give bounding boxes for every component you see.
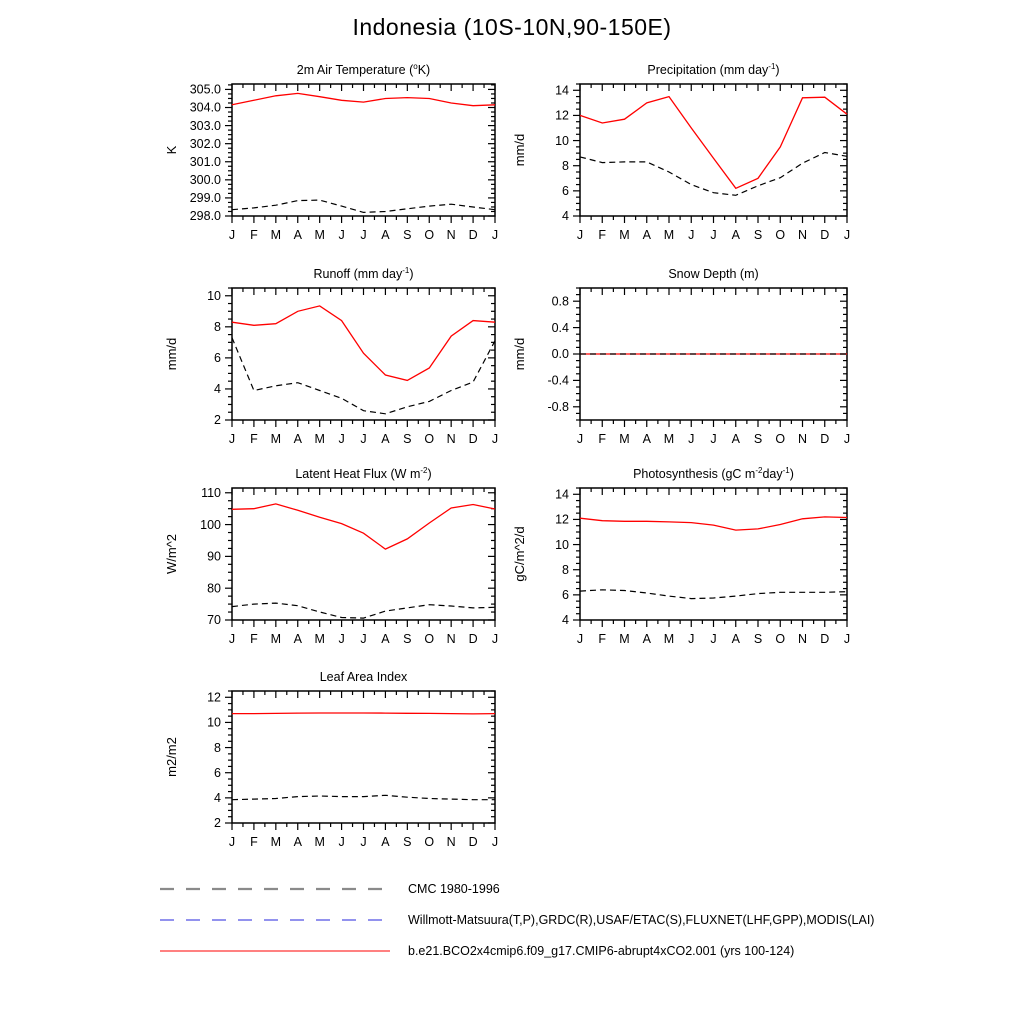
y-tick-label: 90	[207, 549, 221, 564]
y-tick-label: 0.4	[551, 320, 569, 335]
x-tick-label: S	[753, 228, 763, 242]
x-tick-label: O	[424, 432, 435, 446]
legend-line-model-run-icon	[160, 944, 390, 958]
legend-label-observations: Willmott-Matsuura(T,P),GRDC(R),USAF/ETAC(S),FLUXNET(LHF,GPP),MODIS(LAI)	[408, 913, 875, 927]
y-axis	[555, 487, 847, 627]
legend-line-observations-icon	[160, 913, 390, 927]
x-tick-label: M	[314, 228, 325, 242]
y-tick-label: 4	[214, 382, 221, 397]
x-tick-label: M	[663, 632, 675, 646]
x-tick-label: M	[663, 432, 675, 446]
x-tick-label: F	[598, 228, 607, 242]
x-tick-label: F	[250, 632, 258, 646]
model-line	[232, 306, 495, 381]
x-axis	[229, 288, 498, 446]
series	[580, 97, 847, 196]
y-axis	[207, 690, 495, 830]
y-tick-label: 298.0	[189, 209, 221, 224]
x-tick-label: M	[314, 432, 325, 446]
y-tick-label: 14	[555, 83, 569, 98]
x-tick-label: D	[468, 228, 478, 242]
x-tick-label: S	[403, 228, 412, 242]
x-tick-label: N	[446, 228, 456, 242]
x-tick-label: A	[293, 835, 302, 849]
x-tick-label: J	[576, 632, 584, 646]
y-axis-label: mm/d	[164, 337, 179, 371]
x-tick-label: J	[491, 835, 499, 849]
y-tick-label: 8	[562, 158, 569, 173]
y-tick-label: -0.4	[547, 373, 569, 388]
x-tick-label: M	[663, 228, 675, 242]
x-tick-label: A	[293, 632, 302, 646]
y-tick-label: 0.0	[551, 347, 569, 362]
series	[232, 504, 495, 618]
x-tick-label: O	[775, 632, 786, 646]
y-tick-label: 301.0	[189, 154, 221, 169]
x-tick-label: O	[775, 228, 786, 242]
x-tick-label: N	[446, 835, 456, 849]
y-tick-label: 2	[214, 413, 221, 428]
y-tick-label: 303.0	[189, 118, 221, 133]
plot-frame	[580, 488, 847, 620]
x-tick-label: A	[293, 228, 302, 242]
chart-title-snow-depth: Snow Depth (m)	[668, 267, 759, 281]
y-tick-label: 100	[200, 517, 221, 532]
y-tick-label: 12	[207, 690, 221, 705]
legend-item-observations	[160, 913, 874, 927]
y-tick-label: 80	[207, 581, 221, 596]
x-tick-label: A	[731, 632, 740, 646]
x-tick-label: O	[424, 835, 435, 849]
chart-svg-snow-depth	[485, 262, 869, 462]
x-tick-label: D	[468, 835, 478, 849]
x-tick-label: S	[403, 632, 412, 646]
x-tick-label: J	[688, 432, 695, 446]
model-line	[232, 93, 495, 105]
x-tick-label: D	[820, 632, 830, 646]
legend-line-cmc-icon	[160, 882, 390, 896]
x-tick-label: A	[293, 432, 302, 446]
chart-leaf-area-index	[137, 665, 517, 865]
x-axis	[577, 488, 850, 646]
chart-svg-air-temperature	[137, 58, 517, 258]
series	[232, 93, 495, 212]
y-tick-label: 110	[201, 485, 221, 500]
x-tick-label: J	[338, 632, 345, 646]
y-tick-label: 10	[207, 288, 221, 303]
x-tick-label: F	[598, 432, 607, 446]
y-tick-label: 0.8	[551, 294, 569, 309]
y-tick-label: 305.0	[189, 82, 221, 97]
x-tick-label: J	[491, 228, 499, 242]
x-tick-label: M	[619, 432, 630, 446]
x-tick-label: J	[228, 432, 236, 446]
observation-line	[232, 200, 495, 212]
x-axis	[229, 691, 498, 849]
y-tick-label: 2	[214, 816, 221, 831]
x-tick-label: J	[710, 432, 717, 446]
y-tick-label: 4	[214, 791, 221, 806]
y-tick-label: 14	[555, 487, 569, 502]
x-tick-label: M	[314, 632, 325, 646]
y-tick-label: 300.0	[189, 173, 221, 188]
x-tick-label: S	[753, 632, 763, 646]
x-tick-label: J	[338, 432, 345, 446]
x-tick-label: J	[688, 228, 695, 242]
x-tick-label: M	[270, 432, 282, 446]
legend-item-cmc	[160, 882, 500, 896]
y-axis	[555, 83, 847, 223]
x-tick-label: J	[338, 835, 345, 849]
x-tick-label: J	[360, 432, 367, 446]
series	[232, 713, 495, 800]
y-tick-label: 302.0	[189, 136, 221, 151]
x-tick-label: J	[491, 632, 499, 646]
x-axis	[229, 488, 498, 646]
legend-label-cmc: CMC 1980-1996	[408, 882, 500, 896]
y-tick-label: 6	[214, 351, 221, 366]
x-tick-label: J	[576, 432, 584, 446]
y-axis-label: gC/m^2/d	[512, 526, 527, 582]
x-tick-label: J	[228, 835, 236, 849]
x-tick-label: M	[619, 228, 630, 242]
y-tick-label: 4	[562, 613, 569, 628]
x-tick-label: F	[250, 432, 258, 446]
x-tick-label: A	[642, 228, 651, 242]
x-tick-label: M	[270, 632, 282, 646]
observation-line	[232, 338, 495, 414]
x-tick-label: J	[843, 632, 851, 646]
y-tick-label: 6	[562, 588, 569, 603]
y-tick-label: 299.0	[189, 191, 221, 206]
observation-line	[232, 795, 495, 799]
x-tick-label: J	[228, 228, 236, 242]
y-tick-label: 8	[214, 740, 221, 755]
y-axis-label: K	[164, 145, 179, 155]
observation-line	[232, 603, 495, 618]
chart-snow-depth	[485, 262, 869, 462]
model-line	[580, 97, 847, 189]
x-tick-label: J	[338, 228, 345, 242]
x-tick-label: J	[360, 228, 367, 242]
x-tick-label: D	[468, 632, 478, 646]
x-tick-label: J	[710, 632, 717, 646]
y-tick-label: 10	[555, 537, 569, 552]
chart-svg-leaf-area-index	[137, 665, 517, 865]
x-tick-label: A	[381, 432, 390, 446]
x-tick-label: N	[446, 432, 456, 446]
chart-svg-precipitation	[485, 58, 869, 258]
x-tick-label: M	[619, 632, 630, 646]
x-tick-label: N	[797, 228, 808, 242]
y-tick-label: 4	[562, 209, 569, 224]
x-tick-label: N	[797, 632, 808, 646]
x-tick-label: M	[314, 835, 325, 849]
x-tick-label: N	[446, 632, 456, 646]
chart-latent-heat-flux	[137, 462, 517, 662]
chart-title-latent-heat-flux: Latent Heat Flux (W $m^{-2}$)	[295, 465, 432, 481]
chart-svg-latent-heat-flux	[137, 462, 517, 662]
x-tick-label: D	[820, 228, 830, 242]
x-tick-label: J	[843, 432, 851, 446]
x-tick-label: O	[424, 228, 435, 242]
y-tick-label: 70	[207, 613, 221, 628]
y-axis-label: mm/d	[512, 133, 527, 167]
chart-air-temperature	[137, 58, 517, 258]
model-line	[232, 504, 495, 549]
page-title: Indonesia (10S-10N,90-150E)	[352, 14, 672, 40]
chart-svg-photosynthesis	[485, 462, 869, 662]
chart-title-air-temperature: 2m Air Temperature ($^o$K)	[296, 61, 431, 77]
x-tick-label: J	[360, 632, 367, 646]
x-tick-label: J	[576, 228, 584, 242]
chart-title-runoff: Runoff (mm day$^{-1}$)	[313, 265, 414, 281]
observation-line	[580, 590, 847, 599]
y-tick-label: 10	[555, 133, 569, 148]
chart-precipitation	[485, 58, 869, 258]
x-tick-label: A	[381, 228, 390, 242]
y-tick-label: 12	[555, 108, 569, 123]
series	[232, 306, 495, 414]
x-tick-label: A	[381, 835, 390, 849]
y-axis	[207, 288, 495, 427]
x-tick-label: A	[381, 632, 390, 646]
x-tick-label: A	[731, 432, 740, 446]
x-tick-label: N	[797, 432, 808, 446]
x-axis	[577, 288, 850, 446]
chart-title-precipitation: Precipitation (mm day$^{-1}$)	[647, 61, 780, 77]
model-line	[580, 517, 847, 530]
x-tick-label: D	[468, 432, 478, 446]
x-tick-label: D	[820, 432, 830, 446]
x-tick-label: A	[731, 228, 740, 242]
plot-frame	[232, 691, 495, 823]
y-tick-label: 304.0	[189, 100, 221, 115]
x-tick-label: J	[228, 632, 236, 646]
chart-title-leaf-area-index: Leaf Area Index	[319, 670, 408, 684]
x-tick-label: J	[688, 632, 695, 646]
legend-item-model-run	[160, 944, 794, 958]
y-tick-label: 6	[214, 765, 221, 780]
x-tick-label: O	[775, 432, 786, 446]
x-axis	[577, 84, 850, 242]
y-tick-label: 10	[207, 715, 221, 730]
x-tick-label: J	[360, 835, 367, 849]
x-tick-label: M	[270, 835, 282, 849]
x-tick-label: F	[250, 228, 258, 242]
y-axis-label: W/m^2	[164, 533, 179, 575]
legend-label-model-run: b.e21.BCO2x4cmip6.f09_g17.CMIP6-abrupt4xCO2.001 (yrs 100-124)	[408, 944, 795, 958]
plot-frame	[580, 84, 847, 216]
x-tick-label: A	[642, 432, 651, 446]
chart-svg-runoff	[137, 262, 517, 462]
x-axis	[229, 84, 498, 242]
y-axis-label: m2/m2	[164, 737, 179, 777]
x-tick-label: O	[424, 632, 435, 646]
x-tick-label: M	[270, 228, 282, 242]
x-tick-label: S	[753, 432, 763, 446]
x-tick-label: J	[843, 228, 851, 242]
chart-runoff	[137, 262, 517, 462]
y-tick-label: 8	[214, 320, 221, 335]
y-tick-label: 6	[562, 184, 569, 199]
series	[580, 517, 847, 599]
model-line	[232, 713, 495, 714]
chart-photosynthesis	[485, 462, 869, 662]
x-tick-label: A	[642, 632, 651, 646]
x-tick-label: F	[598, 632, 607, 646]
y-tick-label: 12	[555, 512, 569, 527]
x-tick-label: S	[403, 835, 412, 849]
y-axis-label: mm/d	[512, 337, 527, 371]
x-tick-label: J	[710, 228, 717, 242]
chart-title-photosynthesis: Photosynthesis (gC $m^{-2}day^{-1}$)	[633, 465, 794, 481]
x-tick-label: J	[491, 432, 499, 446]
y-tick-label: 8	[562, 562, 569, 577]
x-tick-label: F	[250, 835, 258, 849]
y-tick-label: -0.8	[547, 400, 569, 414]
x-tick-label: S	[403, 432, 412, 446]
